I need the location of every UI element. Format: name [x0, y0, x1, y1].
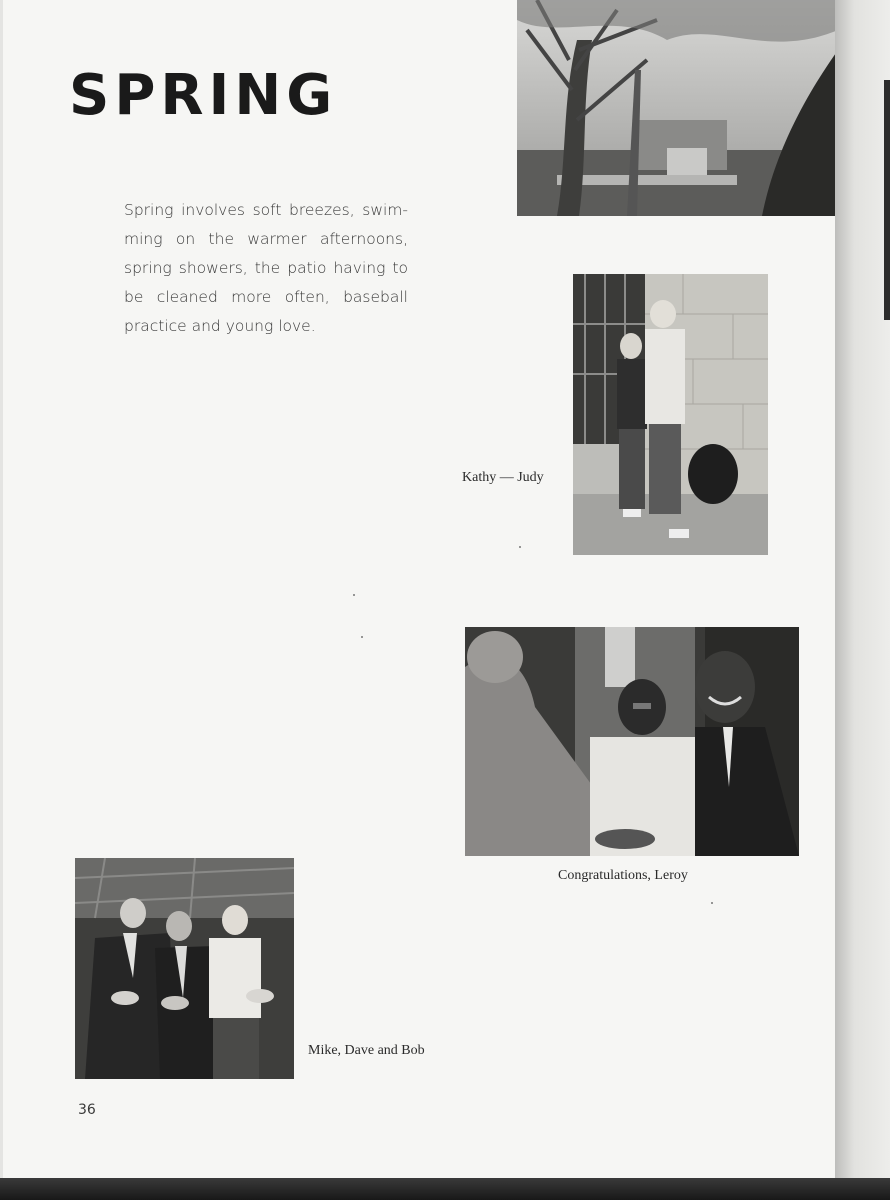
- mike-dave-bob-caption: Mike, Dave and Bob: [308, 1043, 425, 1058]
- paper-speck: [353, 594, 355, 596]
- intro-paragraph: Spring involves soft breezes, swim-ming on the warmer afternoons, spring showers, the patio having to be cleaned more often, baseball practice and young love.: [124, 201, 408, 335]
- kathy-judy-photo: [573, 274, 768, 555]
- page-number: 36: [78, 1102, 96, 1118]
- binding-shadow: [0, 1178, 890, 1200]
- leroy-caption: Congratulations, Leroy: [558, 868, 688, 883]
- adjacent-page-edge: [835, 0, 890, 1178]
- leroy-photo: [465, 627, 799, 856]
- kathy-judy-caption: Kathy — Judy: [462, 470, 544, 485]
- paper-speck: [519, 546, 521, 548]
- page-title: SPRING: [69, 63, 338, 128]
- mike-dave-bob-photo: [75, 858, 294, 1079]
- trees-photo: [517, 0, 838, 216]
- paper-speck: [361, 636, 363, 638]
- adjacent-page-photo-edge: [884, 80, 890, 320]
- paper-speck: [711, 902, 713, 904]
